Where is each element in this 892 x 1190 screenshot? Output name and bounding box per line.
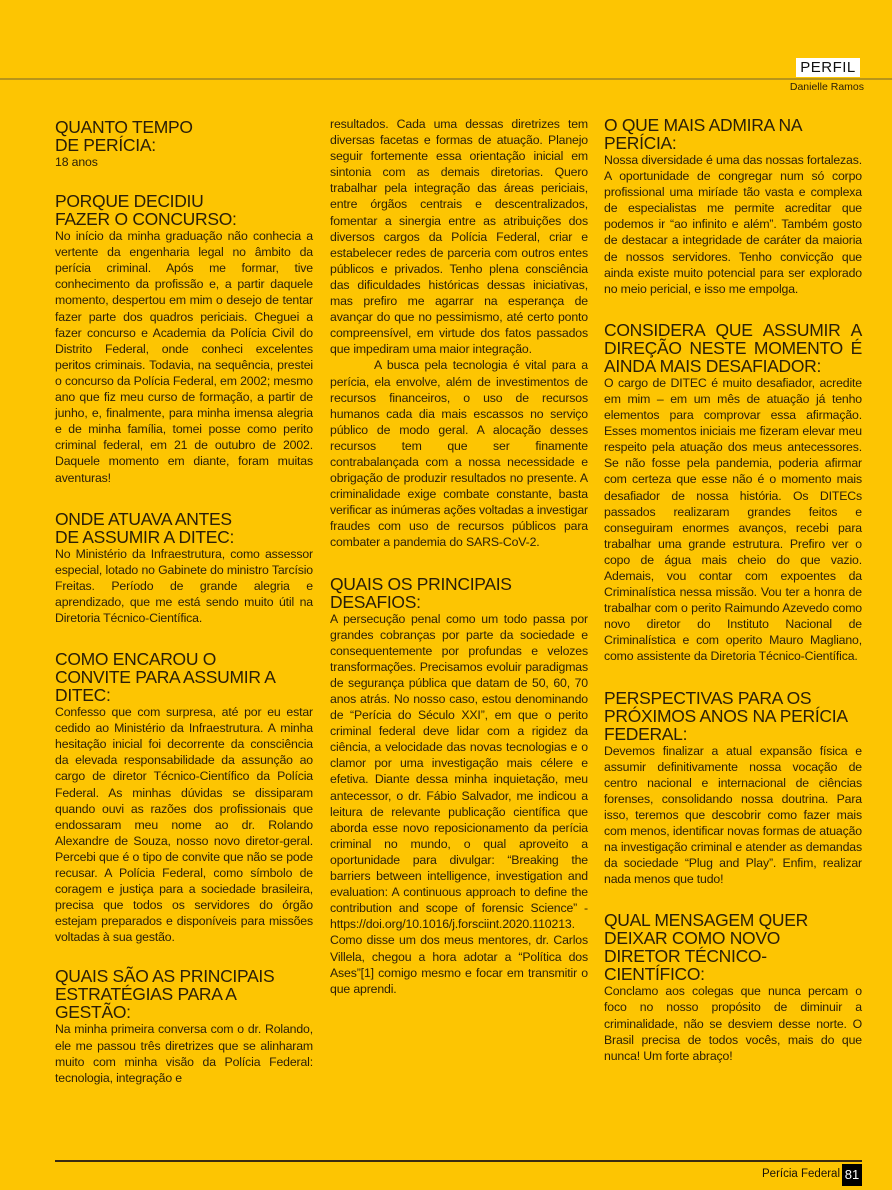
author-byline: Danielle Ramos <box>789 81 864 93</box>
column-3 <box>604 116 862 1078</box>
answer-text: No Ministério da Infraestrutura, como assessor especial, lotado no Gabinete do ministro Tarcísio Freitas. Período de grande alegria e aprendizado, que me está sendo muito útil na Diretoria Técnico-Científica. <box>55 546 313 625</box>
answer-text: Devemos finalizar a atual expansão física e assumir definitivamente nossa vocação de centro nacional e internacional de ciências forenses, consolidando nossa doutrina. Para isso, teremos que descobrir como fazer mais com menos, identificar novas formas de atuação na investigação criminal e atender as demandas da sociedade “Plug and Play”. Enfim, realizar nada menos que tudo! <box>604 743 862 887</box>
question-heading: QUANTO TEMPO DE PERÍCIA: <box>55 117 193 155</box>
question-heading: COMO ENCAROU O CONVITE PARA ASSUMIR A DITEC: <box>55 649 275 706</box>
answer-text: 18 anos <box>55 155 98 169</box>
column-2 <box>330 116 588 1011</box>
question-heading: QUAIS SÃO AS PRINCIPAIS ESTRATÉGIAS PARA A GESTÃO: <box>55 966 275 1023</box>
question-heading: QUAIS OS PRINCIPAIS DESAFIOS: <box>330 573 512 612</box>
question-heading: ONDE ATUAVA ANTES DE ASSUMIR A DITEC: <box>55 508 235 547</box>
header-rule <box>0 78 892 80</box>
answer-text: resultados. Cada uma dessas diretrizes tem diversas facetas e formas de atuação. Planejo seguir fortemente essa orientação inicial em sintonia com as demais diretorias. Quero trabalhar pela integração das áreas periciais, entre órgãos centrais e descentralizados, fomentar a sinergia entre as atribuições dos diversos cargos da Polícia Federal, criar e estabelecer redes de parceria com outros entes públicos e privados. Tenho plena consciência das dificuldades históricas dessas iniciativas, mas prefiro me agarrar na esperança de avançar do que no pessimismo, até certo ponto compreensível, em virtude dos fatos passados que impediram uma maior integração. <box>330 117 588 357</box>
question-heading: QUAL MENSAGEM QUER DEIXAR COMO NOVO DIRETOR TÉCNICO-CIENTÍFICO: <box>604 910 808 985</box>
question-heading: CONSIDERA QUE ASSUMIR A DIREÇÃO NESTE MOMENTO É AINDA MAIS DESAFIADOR: <box>604 319 862 376</box>
answer-text: No início da minha graduação não conhecia a vertente da engenharia legal no âmbito da perícia criminal. Após me formar, tive conhecimento da profissão e, a partir daquele momento, despertou em mim o desejo de tentar fazer parte dos quadros periciais. Cheguei a fazer concurso e Academia da Polícia Civil do Distrito Federal, onde conheci excelentes peritos criminais. Todavia, na sequência, prestei o concurso da Polícia Federal, em 2002; mesmo ano que fiz meu curso de formação, a partir de junho, e, finalmente, para minha imensa alegria e de minha família, tomei posse como perito criminal federal, em 21 de outubro de 2002. Daquele momento em diante, foram muitas aventuras! <box>55 229 313 485</box>
footer-rule <box>55 1160 862 1162</box>
answer-text: Nossa diversidade é uma das nossas fortalezas. A oportunidade de congregar num só corpo profissional uma miríade tão vasta e complexa de especialistas me permite acreditar que podemos ir “ao infinito e além”. Também gosto de destacar a integridade de caráter da maioria de nossos servidores. Tenho convicção que ainda existe muito potencial para ser explorado no meio pericial, e isso me empolga. <box>604 153 862 296</box>
answer-text: O cargo de DITEC é muito desafiador, acredite em mim – em um mês de atuação já tenho elementos para comprovar essa afirmação. Esses momentos iniciais me fizeram elevar meu respeito pela atuação dos meus antecessores. Se não fosse pela pandemia, poderia afirmar com certeza que esse não é o momento mais desafiador de nossa história. Os DITECs passados realizaram grandes feitos e conseguiram enormes avanços, recebi para trabalhar uma grande estrutura. Prefiro ver o copo de água mais cheio do que vazio. Ademais, vou contar com expoentes da Criminalística nessa missão. Vou ter a honra de trabalhar com o perito Raimundo Azevedo como novo diretor do Instituto Nacional de Criminalística e com operito Mauro Magliano, como assistente da Diretoria Técnico-Científica. <box>604 375 862 664</box>
answer-text: A persecução penal como um todo passa por grandes cobranças por parte da sociedade e consequentemente por profundas e velozes transformações. Precisamos evoluir paradigmas de segurança pública que datam de 50, 60, 70 anos atrás. No nosso caso, estou denominando de “Perícia do Século XXI”, em que o perito criminal federal deve lidar com a rigidez da ciência, a velocidade das novas tecnologias e o clamor por uma investigação mais célere e efetiva. Diante dessa minha inquietação, meu antecessor, o dr. Fábio Salvador, me indicou a leitura de relevante publicação científica que aborda esse novo reposicionamento da perícia criminal no mundo, o qual aproveito a oportunidade para divulgar: “Breaking the barriers between intelligence, investigation and evaluation: A continuous approach to define the contribution and scope of forensic Science” - https://doi.org/10.1016/j.forsciint.2020.110213. Como disse um dos meus mentores, dr. Carlos Villela, chegou a hora adotar a “Política dos Ases”[1] comigo mesmo e focar em transmitir o que aprendi. <box>330 611 588 996</box>
page-number: 81 <box>842 1164 862 1186</box>
column-1 <box>55 118 313 1100</box>
question-heading: PERSPECTIVAS PARA OS PRÓXIMOS ANOS NA PERÍCIA FEDERAL: <box>604 687 847 744</box>
publication-name: Perícia Federal <box>762 1168 840 1180</box>
question-heading: O QUE MAIS ADMIRA NA PERÍCIA: <box>604 115 802 153</box>
answer-text: Na minha primeira conversa com o dr. Rolando, ele me passou três diretrizes que se alinharam muito com minha visão da Polícia Federal: tecnologia, integração e <box>55 1022 313 1085</box>
question-heading: PORQUE DECIDIU FAZER O CONCURSO: <box>55 191 237 230</box>
section-tag: PERFIL <box>796 58 860 77</box>
answer-text: Conclamo aos colegas que nunca percam o foco no nosso propósito de diminuir a criminalidade, não se desviem desse norte. O Brasil precisa de todos vocês, mais do que nunca! Um forte abraço! <box>604 984 862 1063</box>
answer-text: Confesso que com surpresa, até por eu estar cedido ao Ministério da Infraestrutura. A minha hesitação inicial foi decorrente da consciência da elevada responsabilidade da assunção ao cargo de diretor Técnico-Científico da Polícia Federal. As minhas dúvidas se dissiparam quando ouvi as razões dos profissionais que endossaram meu nome ao dr. Rolando Alexandre de Souza, nosso novo diretor-geral. Percebi que é o tipo de convite que não se pode recusar. A Polícia Federal, como símbolo de coragem e justiça para a sociedade brasileira, precisa que todos os servidores do órgão estejam preparados e disponíveis para missões voltadas à sua gestão. <box>55 705 313 945</box>
answer-text: A busca pela tecnologia é vital para a perícia, ela envolve, além de investimentos de recursos financeiros, o uso de recursos humanos cada dia mais escassos no serviço público de modo geral. A alocação desses recursos tem que ser finamente contrabalançada com a nossa necessidade e obrigação de produzir resultados no presente. A criminalidade exige combate constante, basta verificar as inúmeras ações voltadas a investigar fraudes com uso de recursos públicos para combater a pandemia do SARS-CoV-2. <box>330 358 588 550</box>
